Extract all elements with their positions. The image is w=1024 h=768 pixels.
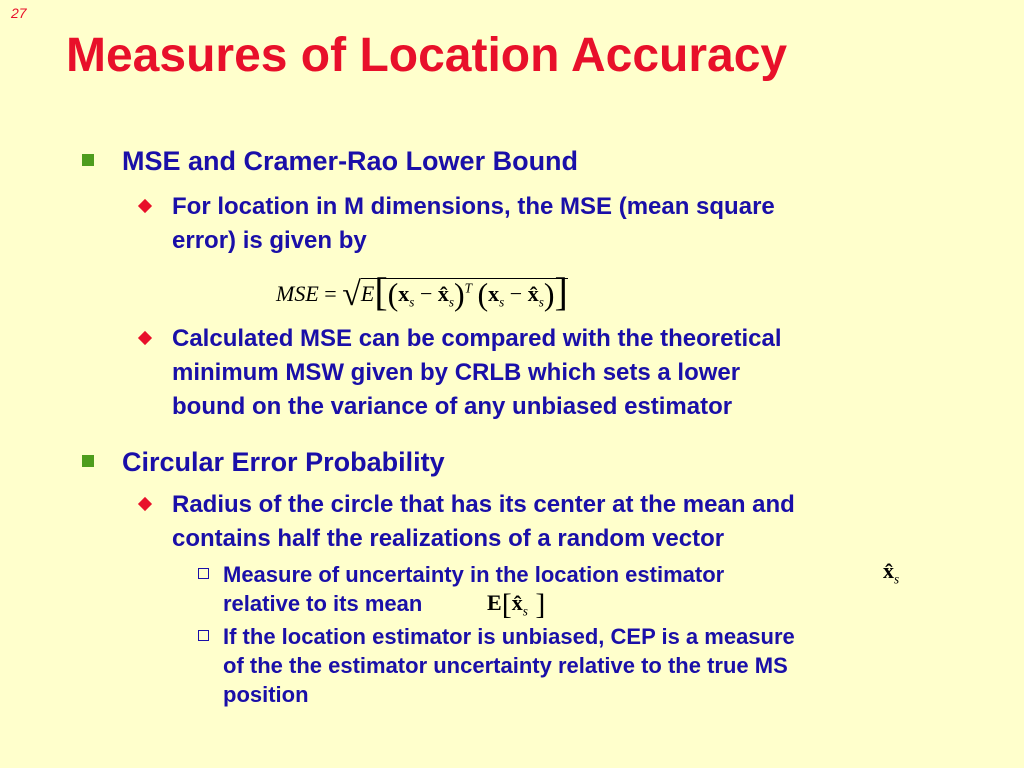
sub-s: s — [409, 294, 415, 310]
x-hat-vector: x̂ — [511, 590, 523, 615]
left-bracket-icon: [ — [374, 269, 388, 314]
estimator-symbol — [883, 558, 899, 587]
right-paren-icon: ) — [454, 276, 465, 312]
sub-s: s — [538, 294, 544, 310]
sub-s: s — [499, 294, 505, 310]
bullet-text: Radius of the circle that has its center at the mean and contains half the realizations of a random vector — [172, 491, 795, 552]
square-bullet-icon — [82, 455, 94, 467]
x-hat-vector: x̂ — [527, 281, 539, 306]
transpose-T: T — [464, 280, 472, 296]
right-bracket-icon: ] — [554, 269, 568, 314]
sub-s: s — [448, 294, 454, 310]
x-hat-vector: x̂ — [437, 281, 449, 306]
diamond-bullet-icon — [138, 199, 152, 213]
sub-s: s — [522, 603, 528, 619]
x-hat-vector: x̂ — [883, 558, 894, 583]
sqrt-icon: √ — [342, 276, 361, 313]
bullet-text: Measure of uncertainty in the location estimator relative to its mean — [223, 562, 725, 616]
right-paren-icon: ) — [543, 276, 555, 312]
bullet-text: Calculated MSE can be compared with the theoretical minimum MSW given by CRLB which sets a lower bound on the variance of any unbiased estimator — [172, 325, 782, 420]
mean-symbol — [487, 588, 545, 622]
hollow-square-bullet-icon — [198, 630, 209, 641]
diamond-bullet-icon — [138, 497, 152, 511]
expectation-operator: E — [360, 281, 375, 306]
left-bracket-icon: [ — [501, 588, 512, 621]
slide-number: 27 — [11, 5, 27, 21]
hollow-square-bullet-icon — [198, 568, 209, 579]
x-vector: x — [398, 281, 410, 306]
mse-lhs: MSE — [276, 281, 319, 306]
bullet-text: MSE and Cramer-Rao Lower Bound — [122, 146, 579, 176]
bullet-text: For location in M dimensions, the MSE (mean square error) is given by — [172, 193, 775, 254]
minus-sign: − — [509, 281, 523, 306]
square-bullet-icon — [82, 154, 94, 166]
left-paren-icon: ( — [477, 276, 489, 312]
sub-s: s — [894, 571, 900, 587]
diamond-bullet-icon — [138, 331, 152, 345]
x-vector: x — [488, 281, 500, 306]
right-bracket-icon: ] — [527, 588, 546, 621]
slide-title: Measures of Location Accuracy — [66, 29, 788, 82]
equals-sign: = — [324, 281, 337, 306]
bullet-text: Circular Error Probability — [122, 447, 445, 477]
expectation-operator: E — [487, 590, 502, 615]
bullet-text: If the location estimator is unbiased, CEP is a measure of the the estimator uncertainty relative to the true MS position — [223, 624, 795, 707]
minus-sign: − — [419, 281, 433, 306]
left-paren-icon: ( — [387, 276, 399, 312]
mse-equation — [276, 268, 568, 315]
